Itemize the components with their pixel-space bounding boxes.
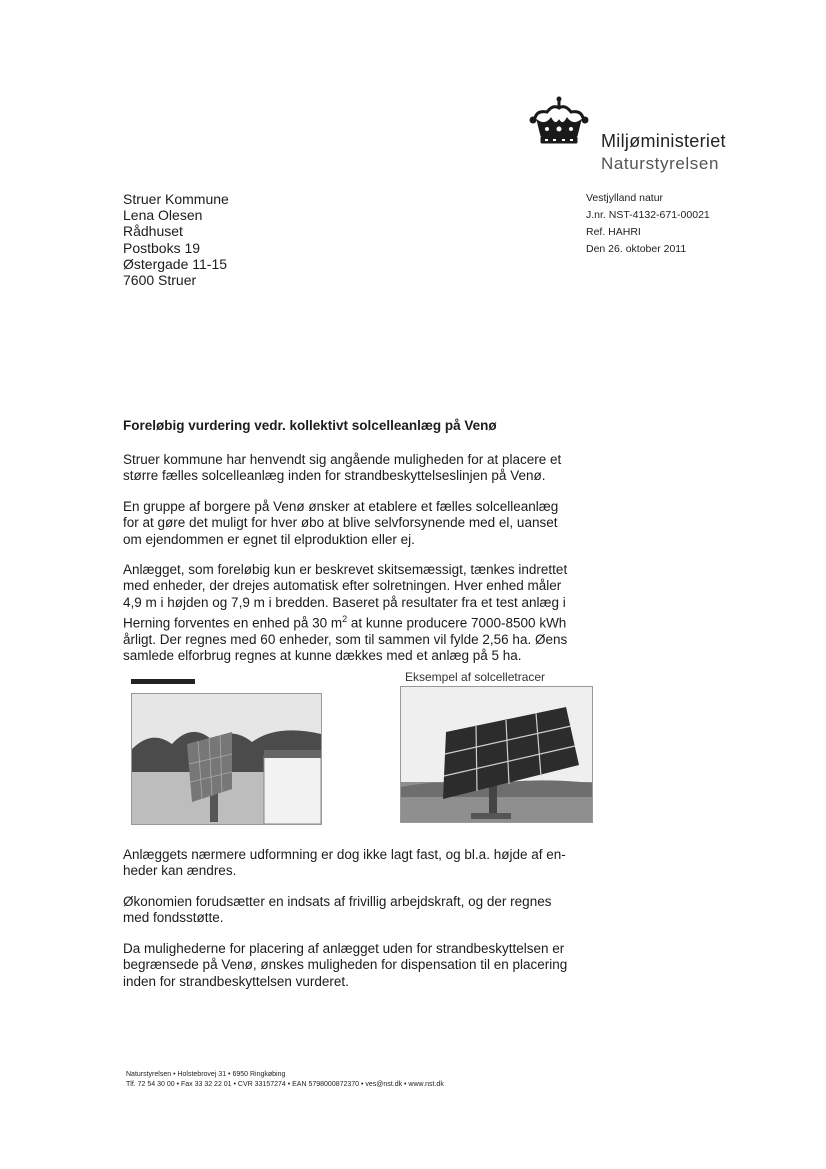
address-line: Postboks 19: [123, 239, 201, 256]
text-line: Struer kommune har henvendt sig angående muligheden for at placere et: [123, 452, 562, 467]
text-line: med enheder, der drejes automatisk efter solretningen. Hver enhed måler: [123, 578, 562, 594]
paragraph-6: [123, 941, 585, 990]
address-line: Struer Kommune: [123, 191, 229, 207]
address-line: Rådhuset: [123, 223, 183, 240]
paragraph-1: [123, 452, 585, 485]
address-line: Lena Olesen: [123, 207, 203, 224]
journal-number: J.nr. NST-4132-671-00021: [586, 209, 710, 221]
text-line: for at gøre det muligt for hver øbo at blive selvforsynende med el, uanset: [123, 515, 558, 531]
superscript: 2: [342, 613, 348, 624]
text-line: Da mulighederne for placering af anlægget uden for strandbeskyttelsen er: [123, 941, 565, 956]
solar-tracker-photo: [400, 686, 593, 823]
text-line: begrænsede på Venø, ønskes muligheden for dispensation til en placering: [123, 957, 568, 973]
reference: Ref. HAHRI: [586, 226, 641, 238]
address-line: Østergade 11-15: [123, 255, 228, 272]
footer-address: Naturstyrelsen • Holstebrovej 31 • 6950 Ringkøbing: [126, 1071, 286, 1078]
paragraph-4: [123, 847, 585, 880]
text-line: om ejendommen er egnet til elproduktion eller ej.: [123, 531, 415, 547]
footer-contact: Tlf. 72 54 30 00 • Fax 33 32 22 01 • CVR 33157274 • EAN 5798000872370 • ves@nst.dk • www.nst.dk: [126, 1081, 444, 1088]
paragraph-3: [123, 562, 585, 664]
text-line: Anlæggets nærmere udformning er dog ikke lagt fast, og bl.a. højde af en-: [123, 847, 566, 862]
text-line: Anlægget, som foreløbig kun er beskrevet skitsemæssigt, tænkes indrettet: [123, 562, 568, 577]
text-fragment: Herning forventes en enhed på 30 m: [123, 615, 343, 631]
text-line: 4,9 m i højden og 7,9 m i bredden. Baseret på resultater fra et test anlæg i: [123, 594, 566, 610]
photo-header-bar: [131, 679, 195, 684]
unit-name: Vestjylland natur: [586, 192, 664, 204]
photo-caption: Eksempel af solcelletracer: [405, 670, 546, 684]
text-line: Økonomien forudsætter en indsats af frivillig arbejdskraft, og der regnes: [123, 894, 552, 909]
letter-title: Foreløbig vurdering vedr. kollektivt solcelleanlæg på Venø: [123, 418, 497, 433]
paragraph-2: [123, 499, 585, 548]
agency-name: Naturstyrelsen: [601, 154, 719, 173]
text-line: større fælles solcelleanlæg inden for strandbeskyttelseslinjen på Venø.: [123, 468, 546, 484]
text-line: [123, 611, 585, 632]
text-line: heder kan ændres.: [123, 863, 237, 879]
paragraph-5: [123, 894, 585, 927]
address-line: 7600 Struer: [123, 272, 197, 289]
letter-date: Den 26. oktober 2011: [586, 243, 687, 255]
text-line: med fondsstøtte.: [123, 910, 224, 926]
crown-icon: [527, 96, 591, 148]
text-fragment: at kunne producere 7000-8500 kWh: [347, 615, 567, 631]
text-line: årligt. Der regnes med 60 enheder, som til sammen vil fylde 2,56 ha. Øens: [123, 631, 568, 647]
ministry-name: Miljøministeriet: [601, 131, 726, 151]
reference-block: [586, 190, 710, 258]
text-line: En gruppe af borgere på Venø ønsker at etablere et fælles solcelleanlæg: [123, 499, 559, 514]
solar-tracker-photo: [131, 693, 322, 825]
recipient-address: [123, 191, 229, 288]
text-line: inden for strandbeskyttelsen vurderet.: [123, 973, 349, 989]
text-line: samlede elforbrug regnes at kunne dækkes med et anlæg på 5 ha.: [123, 647, 522, 663]
page-footer: [126, 1070, 444, 1090]
